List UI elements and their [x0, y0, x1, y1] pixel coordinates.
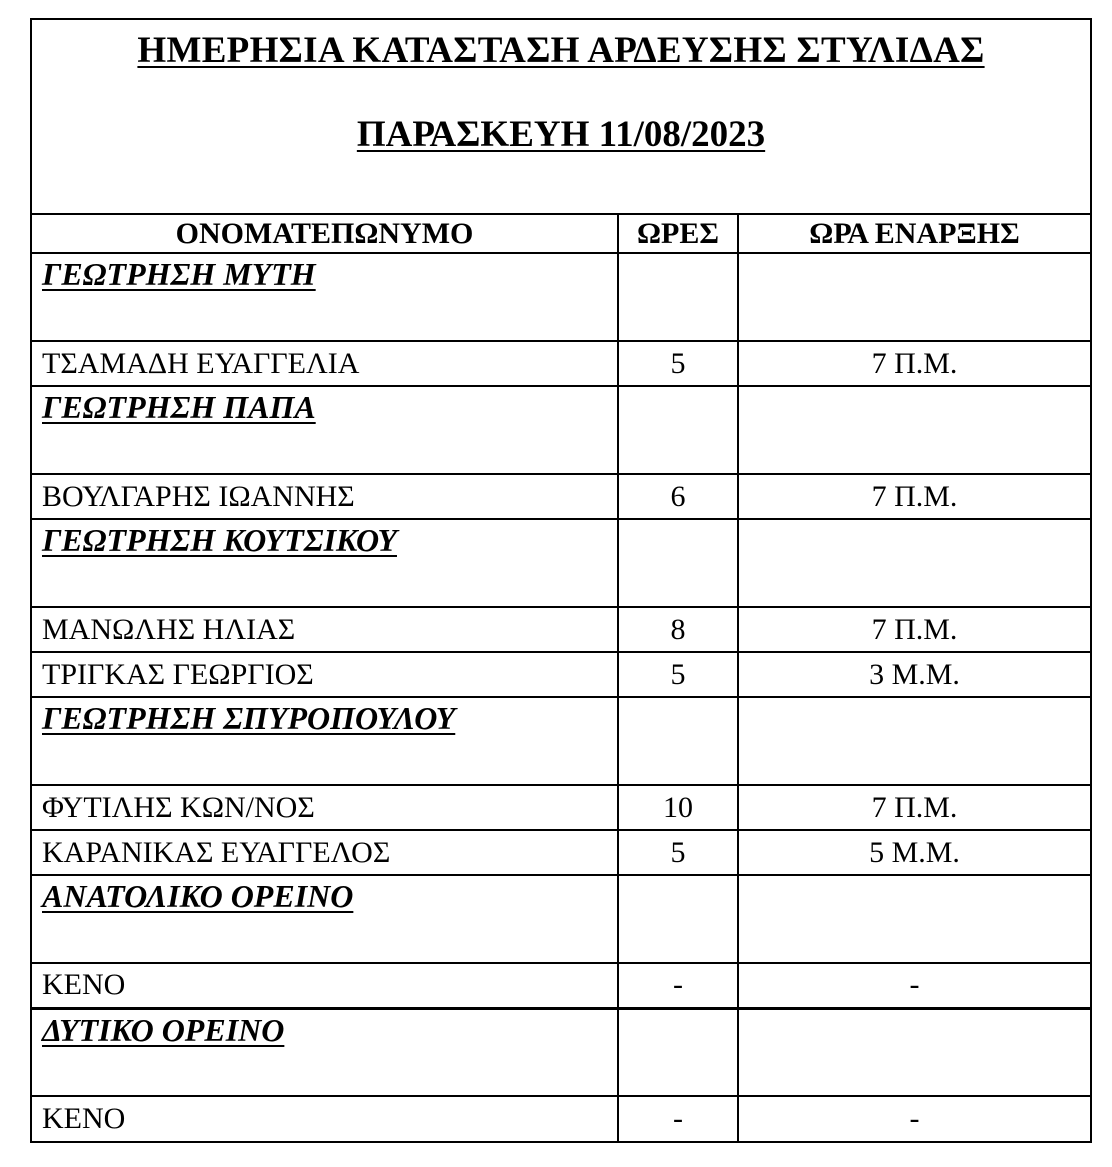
section-row: [32, 875, 1090, 963]
document-title: ΗΜΕΡΗΣΙΑ ΚΑΤΑΣΤΑΣΗ ΑΡΔΕΥΣΗΣ ΣΤΥΛΙΔΑΣ: [137, 30, 985, 71]
irrigation-schedule-document: [30, 18, 1092, 1143]
hours-value: 5: [618, 652, 738, 697]
empty-cell: [618, 253, 738, 341]
table-row: [32, 1096, 1090, 1141]
hours-value: 10: [618, 785, 738, 830]
section-row: [32, 697, 1090, 785]
table-row: [32, 963, 1090, 1008]
section-row: [32, 519, 1090, 607]
empty-cell: [618, 1008, 738, 1096]
header-row: [32, 215, 1090, 253]
empty-cell: [738, 875, 1090, 963]
header-start-time: ΩΡΑ ΕΝΑΡΞΗΣ: [738, 215, 1090, 253]
operator-name: ΜΑΝΩΛΗΣ ΗΛΙΑΣ: [32, 607, 618, 652]
hours-value: 5: [618, 341, 738, 386]
operator-name: ΚΕΝΟ: [32, 963, 618, 1008]
operator-name: ΒΟΥΛΓΑΡΗΣ ΙΩΑΝΝΗΣ: [32, 474, 618, 519]
irrigation-table: [32, 215, 1090, 1141]
operator-name: ΤΡΙΓΚΑΣ ΓΕΩΡΓΙΟΣ: [32, 652, 618, 697]
hours-value: 6: [618, 474, 738, 519]
empty-cell: [618, 875, 738, 963]
empty-cell: [738, 1008, 1090, 1096]
table-row: [32, 785, 1090, 830]
title-block: [32, 20, 1090, 215]
document-date: ΠΑΡΑΣΚΕΥΗ 11/08/2023: [356, 114, 766, 155]
operator-name: ΚΕΝΟ: [32, 1096, 618, 1141]
table-row: [32, 607, 1090, 652]
empty-cell: [738, 253, 1090, 341]
section-row: [32, 386, 1090, 474]
section-name: ΓΕΩΤΡΗΣΗ ΜΥΤΗ: [42, 256, 316, 292]
start-time-value: 7 Π.Μ.: [738, 341, 1090, 386]
table-row: [32, 341, 1090, 386]
start-time-value: 7 Π.Μ.: [738, 607, 1090, 652]
section-name: ΑΝΑΤΟΛΙΚΟ ΟΡΕΙΝΟ: [42, 878, 354, 914]
empty-cell: [738, 697, 1090, 785]
empty-cell: [738, 519, 1090, 607]
empty-cell: [618, 697, 738, 785]
start-time-value: -: [738, 963, 1090, 1008]
hours-value: 8: [618, 607, 738, 652]
empty-cell: [738, 386, 1090, 474]
header-name: ΟΝΟΜΑΤΕΠΩΝΥΜΟ: [32, 215, 618, 253]
section-name: ΔΥΤΙΚΟ ΟΡΕΙΝΟ: [42, 1011, 285, 1048]
hours-value: 5: [618, 830, 738, 875]
empty-cell: [618, 519, 738, 607]
operator-name: ΤΣΑΜΑΔΗ ΕΥΑΓΓΕΛΙΑ: [32, 341, 618, 386]
table-row: [32, 830, 1090, 875]
start-time-value: 7 Π.Μ.: [738, 785, 1090, 830]
operator-name: ΚΑΡΑΝΙΚΑΣ ΕΥΑΓΓΕΛΟΣ: [32, 830, 618, 875]
table-row: [32, 652, 1090, 697]
empty-cell: [618, 386, 738, 474]
section-row: [32, 253, 1090, 341]
header-hours: ΩΡΕΣ: [618, 215, 738, 253]
section-row: [32, 1008, 1090, 1096]
section-name: ΓΕΩΤΡΗΣΗ ΚΟΥΤΣΙΚΟΥ: [42, 522, 397, 558]
start-time-value: 3 Μ.Μ.: [738, 652, 1090, 697]
section-name: ΓΕΩΤΡΗΣΗ ΠΑΠΑ: [42, 389, 316, 425]
start-time-value: -: [909, 1102, 920, 1135]
start-time-value: 7 Π.Μ.: [738, 474, 1090, 519]
hours-value: -: [618, 963, 738, 1008]
table-row: [32, 474, 1090, 519]
start-time-value: 5 Μ.Μ.: [738, 830, 1090, 875]
operator-name: ΦΥΤΙΛΗΣ ΚΩΝ/ΝΟΣ: [32, 785, 618, 830]
hours-value: -: [618, 1096, 738, 1141]
section-name: ΓΕΩΤΡΗΣΗ ΣΠΥΡΟΠΟΥΛΟΥ: [42, 700, 456, 736]
